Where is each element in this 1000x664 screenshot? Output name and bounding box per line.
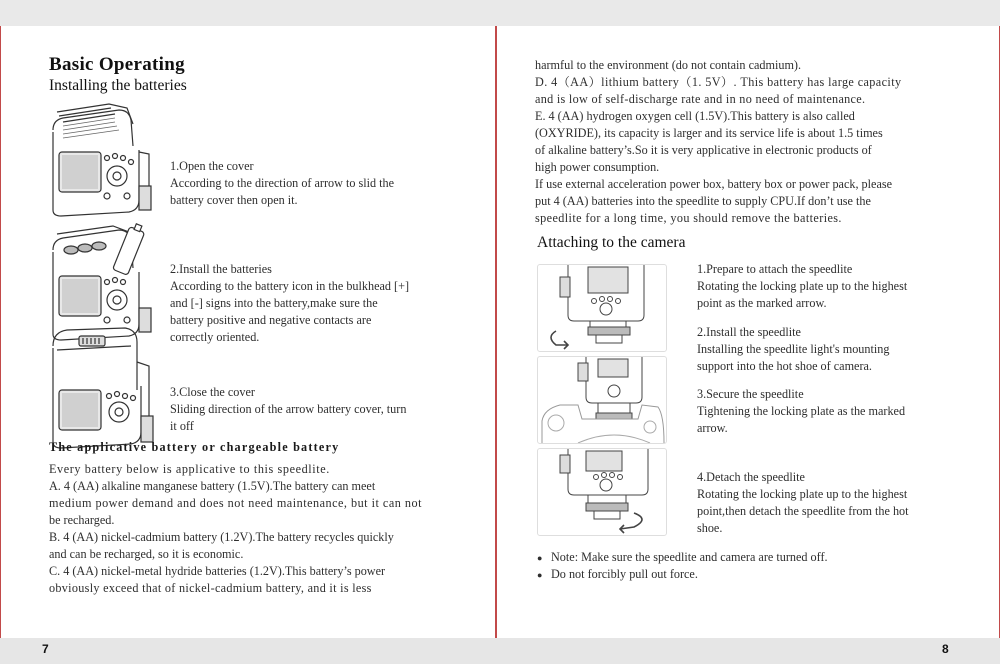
battery-list-right xyxy=(535,57,902,227)
battery-line: be recharged. xyxy=(49,513,115,527)
left-step-1-line-2: battery cover then open it. xyxy=(170,193,298,207)
right-page xyxy=(496,26,1000,638)
left-step-2-line-3: battery positive and negative contacts are xyxy=(170,313,372,327)
left-step-2-line-2: and [-] signs into the battery,make sure the xyxy=(170,296,378,310)
speedlite-cover-open-icon xyxy=(49,102,159,220)
battery-section-heading: The applicative battery or chargeable battery xyxy=(49,440,340,454)
footer-right xyxy=(496,638,1000,664)
battery-line: medium power demand and does not need maintenance, but it can not xyxy=(49,496,422,510)
left-step-3-heading: 3.Close the cover xyxy=(170,385,255,399)
attach-step-2-line-2: support into the hot shoe of camera. xyxy=(697,359,872,373)
left-step-3 xyxy=(170,384,406,435)
left-step-2-line-1: According to the battery icon in the bulkhead [+] xyxy=(170,279,410,293)
attach-step-4 xyxy=(697,469,909,537)
attach-step-3-line-2: arrow. xyxy=(697,421,728,435)
attach-step-1-line-2: point as the marked arrow. xyxy=(697,296,827,310)
speedlite-install-icon xyxy=(538,357,666,443)
footer-left xyxy=(0,638,496,664)
battery-line: speedlite for a long time, you should remove the batteries. xyxy=(535,211,842,225)
attach-step-4-line-2: point,then detach the speedlite from the hot xyxy=(697,504,909,518)
battery-line: obviously exceed that of nickel-cadmium battery, and it is less xyxy=(49,581,372,595)
page-number-right: 8 xyxy=(942,642,949,656)
attach-step-2-heading: 2.Install the speedlite xyxy=(697,325,801,339)
attach-step-1 xyxy=(697,261,907,312)
speedlite-detach-icon xyxy=(538,449,666,535)
battery-line: B. 4 (AA) nickel-cadmium battery (1.2V).The battery recycles quickly xyxy=(49,530,394,544)
attach-step-4-line-1: Rotating the locking plate up to the highest xyxy=(697,487,908,501)
battery-line: of alkaline battery’s.So it is very applicative in electronic products of xyxy=(535,143,872,157)
left-step-3-line-2: it off xyxy=(170,419,194,433)
attach-step-2-line-1: Installing the speedlite light's mounting xyxy=(697,342,890,356)
attach-photo-3 xyxy=(537,448,667,536)
left-step-1-line-1: According to the direction of arrow to slid the xyxy=(170,176,395,190)
note-item: ● Do not forcibly pull out force. xyxy=(551,566,828,583)
battery-line: and can be recharged, so it is economic. xyxy=(49,547,244,561)
battery-line: Every battery below is applicative to this speedlite. xyxy=(49,462,330,476)
attach-step-1-line-1: Rotating the locking plate up to the highest xyxy=(697,279,908,293)
battery-line: D. 4（AA）lithium battery（1. 5V）. This battery has large capacity xyxy=(535,75,902,89)
left-step-1 xyxy=(170,158,394,209)
battery-line: If use external acceleration power box, battery box or power pack, please xyxy=(535,177,893,191)
notes-list xyxy=(551,549,828,583)
left-step-2 xyxy=(170,261,409,346)
battery-line: C. 4 (AA) nickel-metal hydride batteries (1.2V).This battery’s power xyxy=(49,564,386,578)
page-subtitle: Installing the batteries xyxy=(49,77,187,94)
page-title: Basic Operating xyxy=(49,54,185,75)
attach-step-3-heading: 3.Secure the speedlite xyxy=(697,387,804,401)
battery-list-left xyxy=(49,461,422,597)
attach-step-2 xyxy=(697,324,889,375)
battery-line: high power consumption. xyxy=(535,160,660,174)
attach-photo-2 xyxy=(537,356,667,444)
attach-step-3 xyxy=(697,386,905,437)
speedlite-prepare-icon xyxy=(538,265,666,351)
attach-step-4-heading: 4.Detach the speedlite xyxy=(697,470,805,484)
battery-line: (OXYRIDE), its capacity is larger and its service life is about 1.5 times xyxy=(535,126,883,140)
left-step-1-heading: 1.Open the cover xyxy=(170,159,254,173)
left-page xyxy=(0,26,496,638)
attach-step-4-line-3: shoe. xyxy=(697,521,723,535)
attach-photo-1 xyxy=(537,264,667,352)
speedlite-cover-close-icon xyxy=(49,326,161,454)
attach-step-3-line-1: Tightening the locking plate as the marked xyxy=(697,404,906,418)
left-step-2-heading: 2.Install the batteries xyxy=(170,262,272,276)
attach-section-title: Attaching to the camera xyxy=(537,234,686,251)
battery-line: put 4 (AA) batteries into the speedlite to supply CPU.If don’t use the xyxy=(535,194,871,208)
battery-line: harmful to the environment (do not contain cadmium). xyxy=(535,58,802,72)
left-step-2-line-4: correctly oriented. xyxy=(170,330,260,344)
attach-step-1-heading: 1.Prepare to attach the speedlite xyxy=(697,262,853,276)
page-number-left: 7 xyxy=(42,642,49,656)
battery-line: E. 4 (AA) hydrogen oxygen cell (1.5V).This battery is also called xyxy=(535,109,855,123)
note-item: ● Note: Make sure the speedlite and camera are turned off. xyxy=(551,549,828,566)
battery-line: and is low of self-discharge rate and in no need of maintenance. xyxy=(535,92,866,106)
left-step-3-line-1: Sliding direction of the arrow battery cover, turn xyxy=(170,402,407,416)
battery-line: A. 4 (AA) alkaline manganese battery (1.5V).The battery can meet xyxy=(49,479,376,493)
